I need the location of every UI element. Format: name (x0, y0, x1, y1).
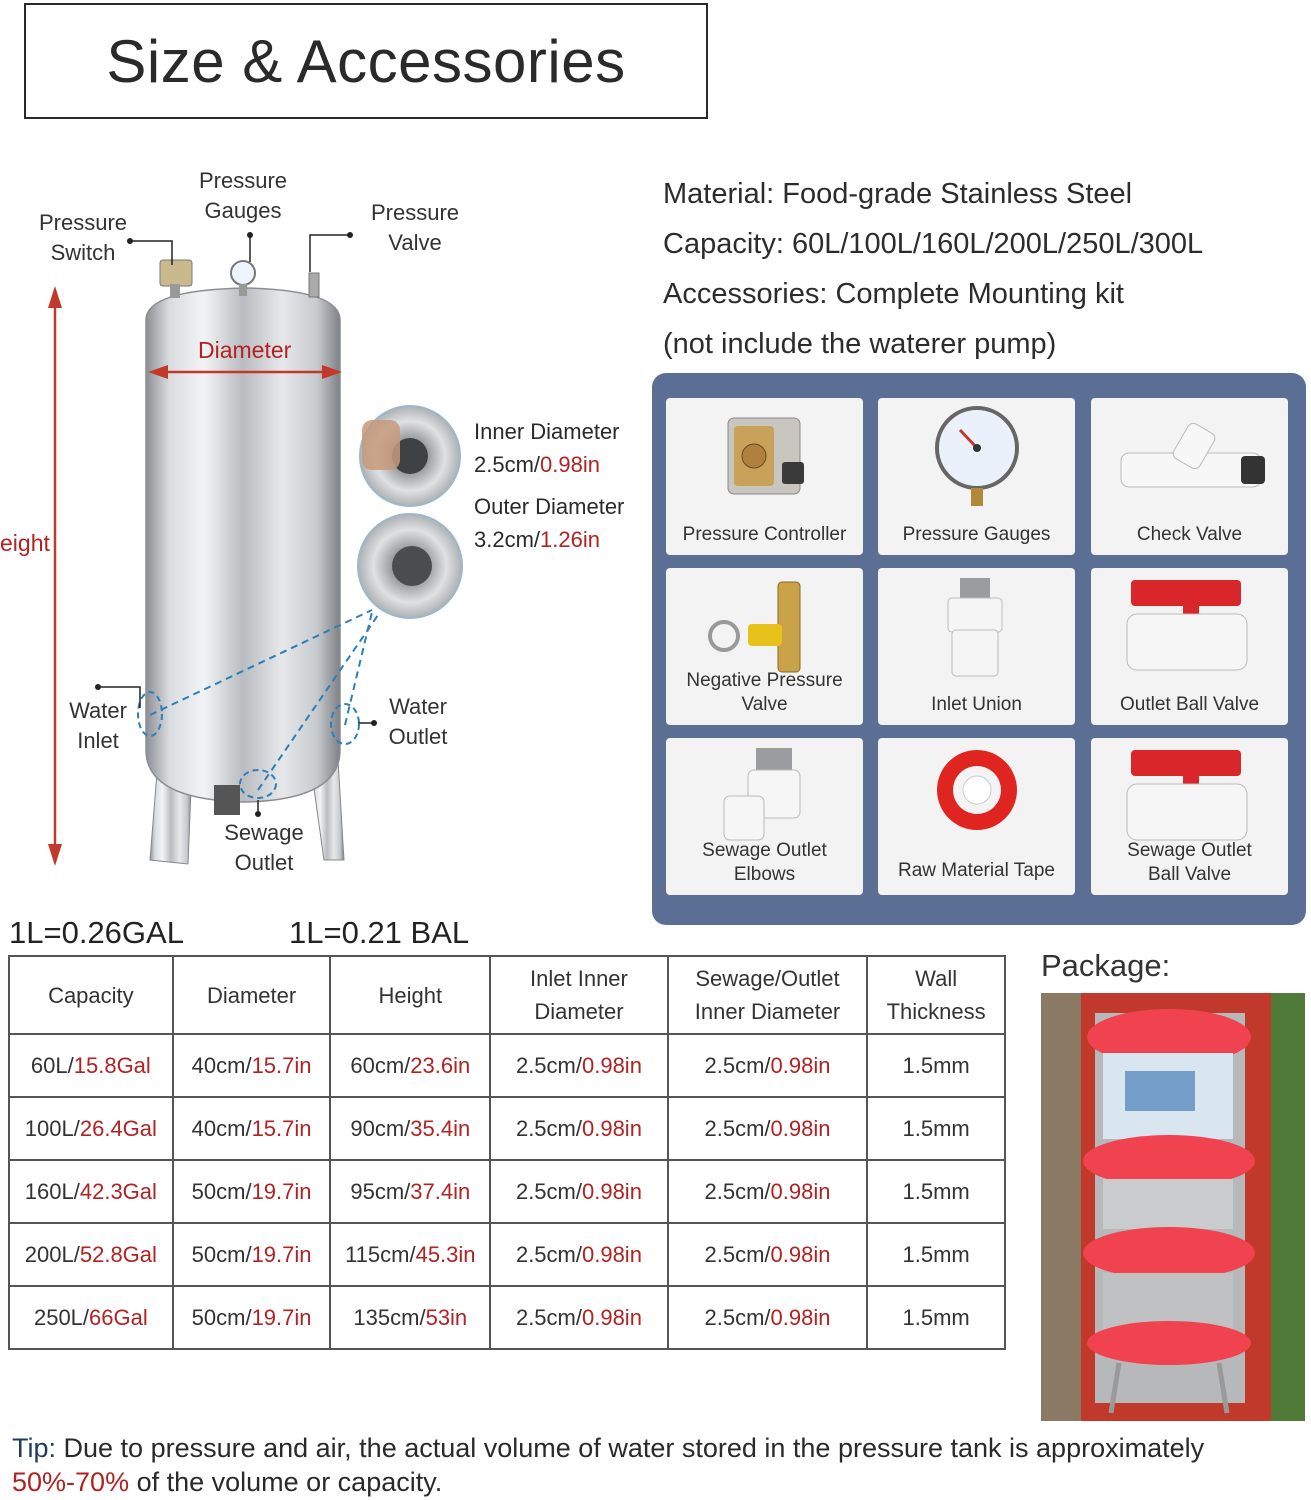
accessory-card-check-valve (1091, 398, 1288, 555)
accessory-card-sewage-outlet-elbows (666, 738, 863, 895)
tip-prefix: Tip: (12, 1433, 57, 1463)
diameter-label: Diameter (198, 337, 292, 363)
package-label: Package: (1041, 948, 1171, 983)
table-cell: 40cm/15.7in (173, 1034, 331, 1097)
page-title: Size & Accessories (106, 27, 626, 95)
material-spec: Material: Food-grade Stainless Steel (663, 178, 1133, 210)
table-cell: 90cm/35.4in (330, 1097, 490, 1160)
accessory-card-negative-pressure-valve (666, 568, 863, 725)
accessory-label: Negative Pressure Valve (686, 670, 843, 715)
accessory-label: Sewage Outlet Ball Valve (1127, 840, 1252, 885)
table-cell: 115cm/45.3in (330, 1223, 490, 1286)
table-cell: 160L/42.3Gal (9, 1160, 173, 1223)
accessories-spec: Accessories: Complete Mounting kit (663, 278, 1124, 310)
table-cell: 2.5cm/0.98in (490, 1160, 668, 1223)
table-cell: 2.5cm/0.98in (668, 1034, 868, 1097)
header-sewage-outlet-inner-diameter: Sewage/Outlet Inner Diameter (668, 956, 868, 1034)
table-cell: 2.5cm/0.98in (668, 1160, 868, 1223)
tip-range: 50%-70% (12, 1467, 130, 1497)
accessory-label: Inlet Union (931, 694, 1022, 715)
table-cell: 2.5cm/0.98in (490, 1223, 668, 1286)
table-row (9, 1097, 1005, 1160)
accessory-card-outlet-ball-valve (1091, 568, 1288, 725)
accessory-card-pressure-controller (666, 398, 863, 555)
header-capacity: Capacity (9, 956, 173, 1034)
table-body (9, 1034, 1005, 1349)
accessory-label: Sewage Outlet Elbows (702, 840, 827, 885)
accessory-label: Outlet Ball Valve (1119, 694, 1260, 715)
table-cell: 2.5cm/0.98in (668, 1223, 868, 1286)
accessory-label: Check Valve (1136, 524, 1243, 545)
capacity-spec: Capacity: 60L/100L/160L/200L/250L/300L (663, 228, 1204, 260)
title-box (24, 3, 708, 119)
conversion-gal: 1L=0.26GAL (9, 915, 184, 950)
accessory-card-inlet-union (878, 568, 1075, 725)
table-row (9, 1286, 1005, 1349)
table-cell: 135cm/53in (330, 1286, 490, 1349)
table-cell: 250L/66Gal (9, 1286, 173, 1349)
height-label: eight (0, 530, 50, 556)
pressure-switch-label: Pressure Switch (28, 208, 138, 268)
table-cell: 1.5mm (867, 1286, 1005, 1349)
table-cell: 1.5mm (867, 1223, 1005, 1286)
table-cell: 2.5cm/0.98in (490, 1034, 668, 1097)
table-cell: 2.5cm/0.98in (490, 1097, 668, 1160)
table-cell: 50cm/19.7in (173, 1223, 331, 1286)
table-cell: 100L/26.4Gal (9, 1097, 173, 1160)
table-row (9, 1034, 1005, 1097)
water-inlet-label: Water Inlet (69, 698, 127, 753)
table-cell: 1.5mm (867, 1097, 1005, 1160)
tip-body: Due to pressure and air, the actual volume of water stored in the pressure tank is approximately (56, 1433, 1205, 1463)
table-cell: 1.5mm (867, 1034, 1005, 1097)
conversion-bal: 1L=0.21 BAL (289, 915, 470, 950)
header-height: Height (330, 956, 490, 1034)
accessory-card-pressure-gauges (878, 398, 1075, 555)
accessory-card-raw-material-tape (878, 738, 1075, 895)
table-header-row (9, 956, 1005, 1034)
outer-diameter-label: Outer Diameter (474, 494, 625, 519)
table-cell: 200L/52.8Gal (9, 1223, 173, 1286)
table-row (9, 1160, 1005, 1223)
accessory-label: Pressure Gauges (902, 524, 1051, 545)
outer-diameter-info: Outer Diameter 3.2cm/1.26in (474, 490, 624, 556)
table-cell: 2.5cm/0.98in (490, 1286, 668, 1349)
table-cell: 2.5cm/0.98in (668, 1286, 868, 1349)
table-cell: 1.5mm (867, 1160, 1005, 1223)
table-cell: 50cm/19.7in (173, 1160, 331, 1223)
table-cell: 95cm/37.4in (330, 1160, 490, 1223)
accessory-card-sewage-outlet-ball-valve (1091, 738, 1288, 895)
inner-diameter-info: Inner Diameter 2.5cm/0.98in (474, 415, 620, 481)
accessory-label: Pressure Controller (682, 524, 847, 545)
tip-text (12, 1431, 1307, 1499)
pressure-valve-label: Pressure Valve (370, 200, 460, 255)
accessories-note: (not include the waterer pump) (663, 328, 1057, 360)
header-inlet-inner-diameter: Inlet Inner Diameter (490, 956, 668, 1034)
tip-suffix: of the volume or capacity. (129, 1467, 443, 1497)
table-cell: 60cm/23.6in (330, 1034, 490, 1097)
package-photo (1041, 993, 1305, 1421)
inner-diameter-label: Inner Diameter (474, 419, 620, 444)
sewage-outlet-label: Sewage Outlet (224, 820, 304, 875)
pressure-switch-text: Pressure (38, 210, 128, 235)
header-wall-thickness: Wall Thickness (867, 956, 1005, 1034)
table-cell: 40cm/15.7in (173, 1097, 331, 1160)
table-row (9, 1223, 1005, 1286)
pressure-gauges-label: Pressure Gauges (198, 168, 288, 223)
table-cell: 60L/15.8Gal (9, 1034, 173, 1097)
header-diameter: Diameter (173, 956, 331, 1034)
size-table (8, 955, 1006, 1350)
water-outlet-label: Water Outlet (388, 694, 448, 749)
accessory-label: Raw Material Tape (897, 860, 1055, 881)
table-cell: 50cm/19.7in (173, 1286, 331, 1349)
table-cell: 2.5cm/0.98in (668, 1097, 868, 1160)
accessories-panel (652, 373, 1306, 925)
